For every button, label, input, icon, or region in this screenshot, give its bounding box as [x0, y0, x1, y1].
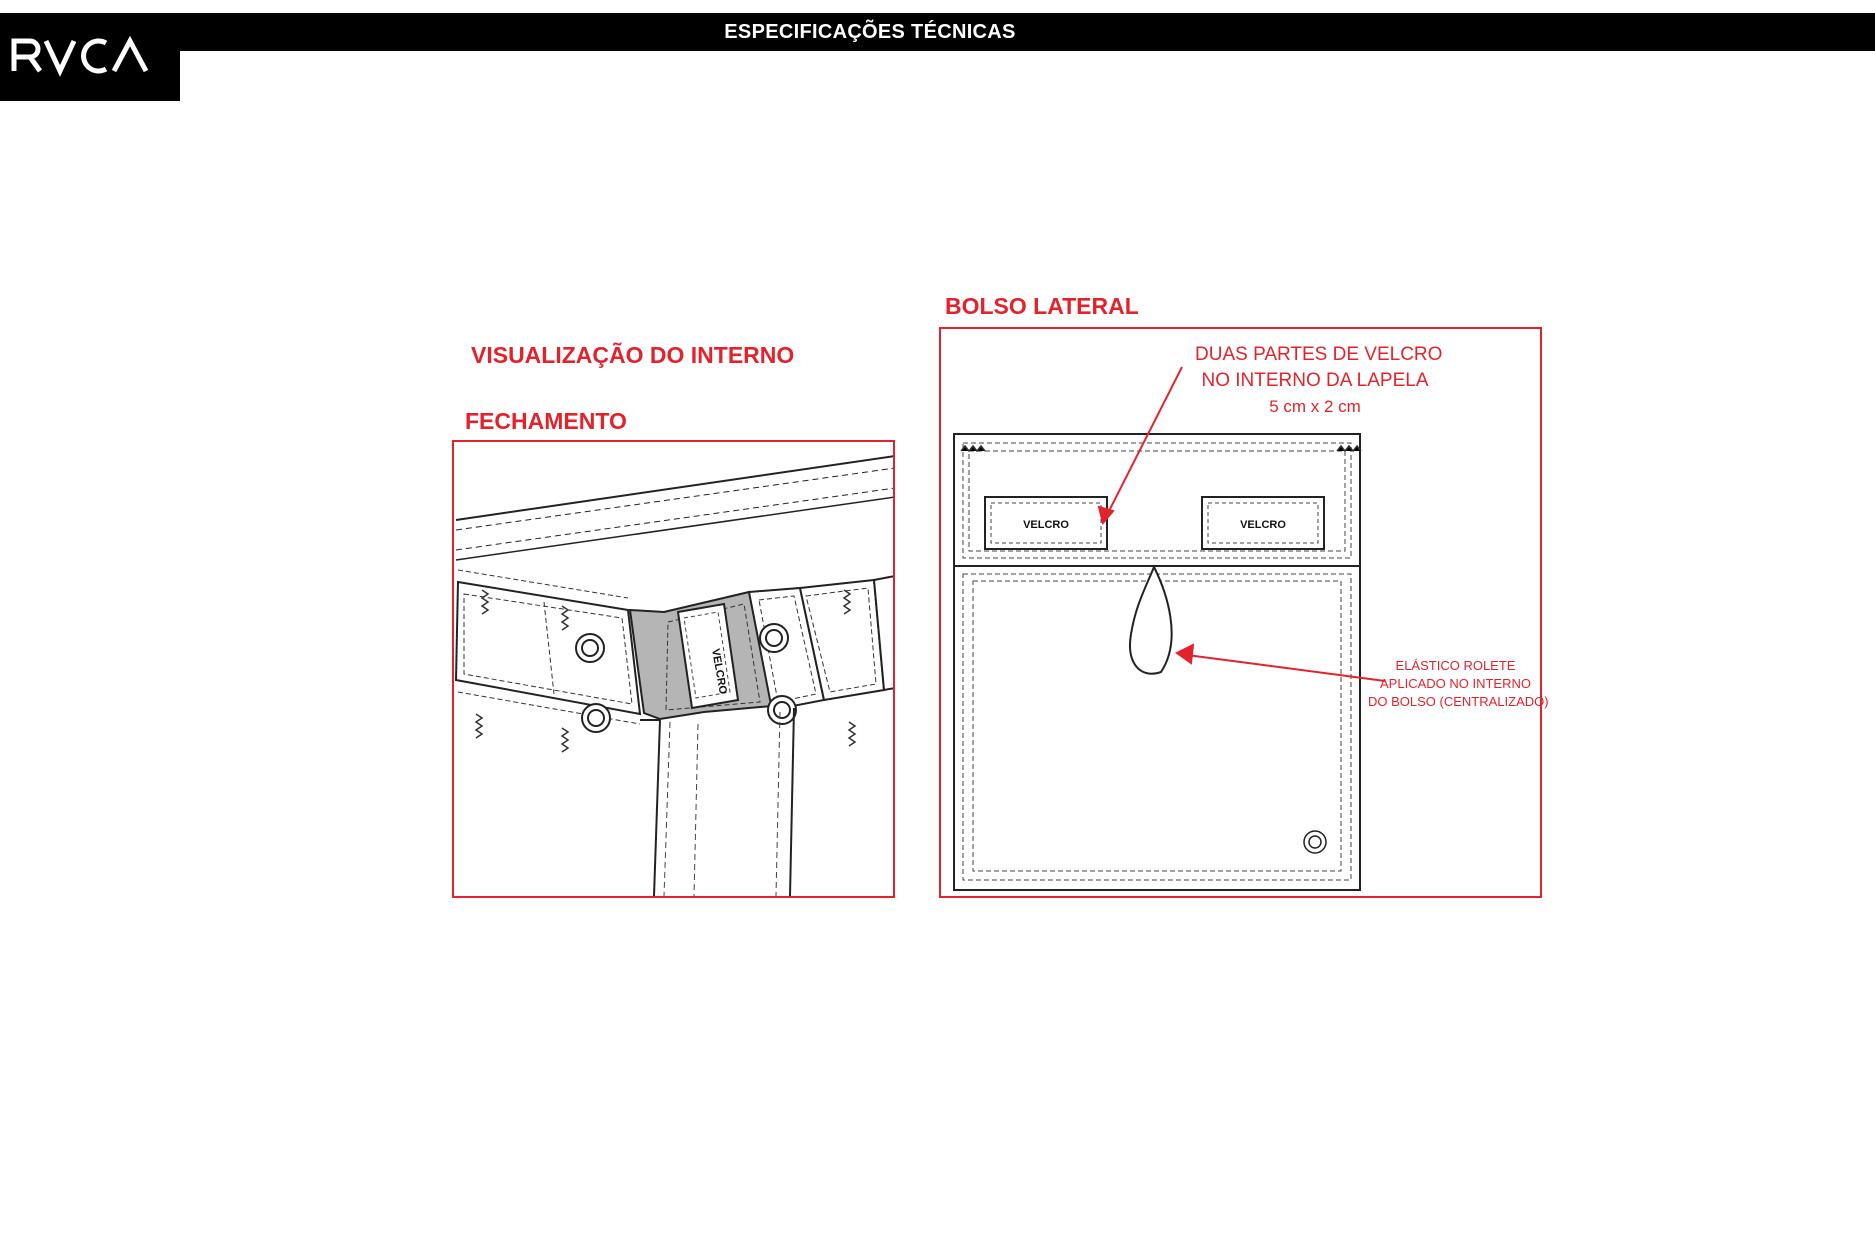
velcro-patch-left — [985, 497, 1107, 549]
velcro-note: DUAS PARTES DE VELCRO NO INTERNO DA LAPELA 5 cm x 2 cm — [1195, 344, 1443, 416]
side-pocket-heading: BOLSO LATERAL — [945, 293, 1139, 319]
interior-view-heading: VISUALIZAÇÃO DO INTERNO — [471, 342, 795, 368]
elastic-note: ELÁSTICO ROLETE APLICADO NO INTERNO DO BOLSO (CENTRALIZADO) — [1368, 658, 1549, 709]
closure-illustration — [454, 442, 893, 896]
page-title: ESPECIFICAÇÕES TÉCNICAS — [724, 21, 1016, 43]
closure-heading: FECHAMENTO — [465, 408, 627, 434]
velcro-left-label: VELCRO — [1023, 519, 1069, 531]
closure-panel — [452, 440, 895, 898]
velcro-label: VELCRO — [709, 647, 729, 696]
snap-icon — [1304, 831, 1326, 853]
header-bar — [0, 13, 1875, 51]
velcro-right-label: VELCRO — [1240, 519, 1286, 531]
brand-logo — [0, 13, 180, 101]
velcro-patch-right — [1202, 497, 1324, 549]
